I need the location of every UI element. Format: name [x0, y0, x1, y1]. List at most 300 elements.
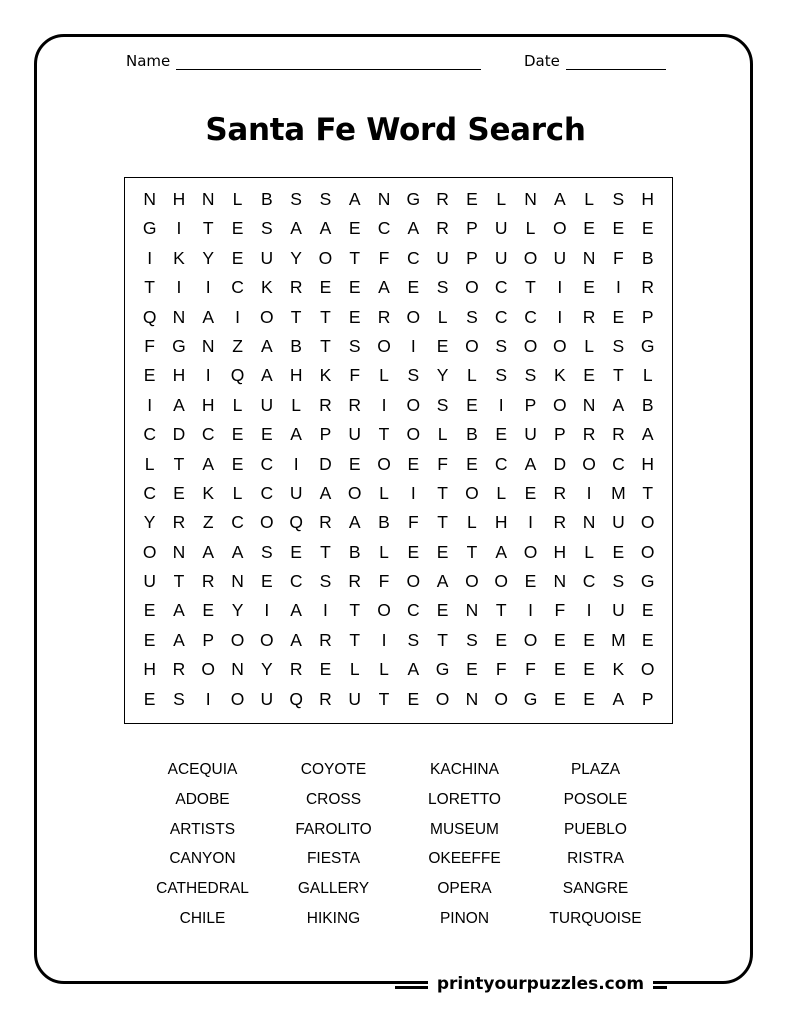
grid-letter[interactable]: S [290, 189, 302, 209]
grid-letter[interactable]: E [612, 541, 625, 562]
grid-letter[interactable]: L [379, 482, 389, 503]
grid-letter[interactable]: K [319, 365, 332, 386]
grid-letter[interactable]: S [407, 365, 420, 386]
grid-letter[interactable]: T [437, 482, 448, 503]
grid-letter[interactable]: E [436, 541, 449, 562]
grid-letter[interactable]: P [319, 424, 332, 445]
grid-letter[interactable]: I [293, 453, 299, 474]
grid-letter[interactable]: B [641, 247, 654, 268]
grid-letter[interactable]: U [260, 247, 274, 268]
grid-letter[interactable]: O [465, 277, 479, 298]
grid-letter[interactable]: C [524, 306, 537, 327]
grid-letter[interactable]: E [583, 365, 595, 386]
grid-letter[interactable]: Z [202, 512, 214, 533]
grid-letter[interactable]: U [553, 247, 567, 268]
grid-letter[interactable]: N [172, 306, 186, 327]
grid-letter[interactable]: T [202, 218, 214, 239]
grid-letter[interactable]: E [348, 306, 361, 327]
grid-letter[interactable]: K [260, 277, 273, 298]
grid-letter[interactable]: Q [289, 512, 303, 533]
name-line[interactable] [176, 57, 481, 70]
grid-letter[interactable]: B [348, 541, 361, 562]
grid-letter[interactable]: N [465, 688, 479, 709]
grid-letter[interactable]: R [612, 424, 625, 445]
grid-letter[interactable]: C [143, 482, 156, 503]
grid-letter[interactable]: L [467, 512, 477, 533]
grid-letter[interactable]: L [379, 541, 389, 562]
grid-letter[interactable]: Y [202, 247, 215, 268]
grid-letter[interactable]: A [290, 629, 302, 650]
grid-letter[interactable]: S [495, 365, 508, 386]
grid-letter[interactable]: S [612, 335, 625, 356]
grid-letter[interactable]: I [322, 600, 328, 621]
grid-letter[interactable]: E [612, 218, 625, 239]
grid-letter[interactable]: F [349, 365, 361, 386]
grid-letter[interactable]: K [612, 659, 625, 680]
grid-letter[interactable]: A [524, 453, 537, 474]
grid-letter[interactable]: A [319, 482, 332, 503]
grid-letter[interactable]: O [142, 541, 157, 562]
grid-letter[interactable]: O [201, 659, 216, 680]
grid-letter[interactable]: D [172, 424, 186, 445]
grid-letter[interactable]: L [584, 189, 594, 209]
grid-letter[interactable]: O [465, 482, 479, 503]
grid-letter[interactable]: G [406, 189, 421, 209]
grid-letter[interactable]: E [260, 571, 273, 592]
grid-letter[interactable]: R [289, 659, 303, 680]
grid-letter[interactable]: T [349, 247, 361, 268]
grid-letter[interactable]: O [523, 629, 538, 650]
grid-letter[interactable]: C [260, 453, 274, 474]
grid-letter[interactable]: O [318, 247, 333, 268]
grid-letter[interactable]: O [494, 571, 509, 592]
grid-letter[interactable]: E [524, 482, 537, 503]
grid-letter[interactable]: H [201, 394, 215, 415]
grid-letter[interactable]: O [377, 335, 391, 356]
grid-letter[interactable]: A [319, 218, 332, 239]
grid-letter[interactable]: N [524, 189, 537, 209]
grid-letter[interactable]: A [407, 659, 420, 680]
grid-letter[interactable]: O [640, 541, 655, 562]
grid-letter[interactable]: L [584, 541, 594, 562]
grid-letter[interactable]: H [289, 365, 303, 386]
grid-letter[interactable]: P [466, 218, 478, 239]
date-line[interactable] [566, 57, 666, 70]
grid-letter[interactable]: Q [142, 306, 157, 327]
grid-letter[interactable]: C [201, 424, 215, 445]
grid-letter[interactable]: M [611, 482, 626, 503]
grid-letter[interactable]: L [437, 306, 448, 327]
grid-letter[interactable]: E [641, 629, 654, 650]
grid-letter[interactable]: C [407, 600, 420, 621]
grid-letter[interactable]: N [231, 659, 244, 680]
grid-letter[interactable]: F [378, 247, 390, 268]
grid-letter[interactable]: S [436, 394, 449, 415]
grid-letter[interactable]: A [553, 189, 566, 209]
grid-letter[interactable]: A [348, 512, 361, 533]
grid-letter[interactable]: A [641, 424, 654, 445]
grid-letter[interactable]: G [435, 659, 450, 680]
grid-letter[interactable]: R [172, 512, 186, 533]
grid-letter[interactable]: O [406, 424, 421, 445]
grid-letter[interactable]: E [407, 453, 420, 474]
grid-letter[interactable]: E [260, 424, 273, 445]
grid-letter[interactable]: R [553, 482, 567, 503]
grid-letter[interactable]: H [641, 453, 655, 474]
grid-letter[interactable]: E [553, 688, 566, 709]
grid-letter[interactable]: O [377, 600, 391, 621]
grid-letter[interactable]: L [584, 335, 594, 356]
grid-letter[interactable]: R [582, 424, 596, 445]
grid-letter[interactable]: E [348, 277, 361, 298]
grid-letter[interactable]: E [553, 629, 566, 650]
grid-letter[interactable]: R [348, 571, 362, 592]
grid-letter[interactable]: C [377, 218, 391, 239]
grid-letter[interactable]: C [143, 424, 156, 445]
grid-letter[interactable]: E [231, 424, 244, 445]
grid-letter[interactable]: B [260, 189, 273, 209]
grid-letter[interactable]: N [582, 247, 596, 268]
grid-letter[interactable]: U [436, 247, 449, 268]
grid-letter[interactable]: O [377, 453, 391, 474]
grid-letter[interactable]: E [583, 659, 595, 680]
grid-letter[interactable]: L [496, 482, 507, 503]
grid-letter[interactable]: O [406, 394, 421, 415]
grid-letter[interactable]: E [612, 306, 625, 327]
grid-letter[interactable]: S [260, 541, 273, 562]
grid-letter[interactable]: H [172, 189, 186, 209]
grid-letter[interactable]: L [232, 394, 243, 415]
grid-letter[interactable]: A [202, 453, 215, 474]
grid-letter[interactable]: A [173, 629, 185, 650]
grid-letter[interactable]: R [582, 306, 596, 327]
grid-letter[interactable]: I [557, 306, 563, 327]
grid-letter[interactable]: A [173, 394, 185, 415]
grid-letter[interactable]: S [612, 189, 625, 209]
grid-letter[interactable]: N [201, 189, 215, 209]
grid-letter[interactable]: G [640, 571, 655, 592]
grid-letter[interactable]: C [494, 277, 508, 298]
grid-letter[interactable]: I [557, 277, 563, 298]
grid-letter[interactable]: I [205, 277, 211, 298]
grid-letter[interactable]: Y [436, 365, 449, 386]
grid-letter[interactable]: A [173, 600, 185, 621]
grid-letter[interactable]: K [553, 365, 566, 386]
grid-letter[interactable]: A [495, 541, 508, 562]
grid-letter[interactable]: M [611, 629, 626, 650]
grid-letter[interactable]: R [641, 277, 655, 298]
grid-letter[interactable]: E [348, 453, 361, 474]
grid-letter[interactable]: C [231, 512, 244, 533]
grid-letter[interactable]: A [612, 688, 625, 709]
grid-letter[interactable]: E [143, 688, 156, 709]
grid-letter[interactable]: R [319, 629, 332, 650]
grid-letter[interactable]: I [410, 335, 416, 356]
grid-letter[interactable]: E [641, 600, 654, 621]
grid-letter[interactable]: E [407, 688, 420, 709]
grid-letter[interactable]: A [378, 277, 390, 298]
grid-letter[interactable]: Z [232, 335, 243, 356]
grid-letter[interactable]: A [260, 365, 273, 386]
grid-letter[interactable]: S [436, 277, 449, 298]
grid-letter[interactable]: N [201, 335, 215, 356]
grid-letter[interactable]: Y [260, 659, 273, 680]
grid-letter[interactable]: E [436, 600, 449, 621]
grid-letter[interactable]: U [260, 394, 274, 415]
grid-letter[interactable]: L [291, 394, 301, 415]
grid-letter[interactable]: T [349, 600, 361, 621]
grid-letter[interactable]: I [205, 688, 211, 709]
grid-letter[interactable]: O [230, 688, 245, 709]
grid-letter[interactable]: T [144, 277, 155, 298]
grid-letter[interactable]: C [612, 453, 625, 474]
grid-letter[interactable]: E [583, 218, 595, 239]
grid-letter[interactable]: R [319, 394, 332, 415]
grid-letter[interactable]: H [494, 512, 508, 533]
grid-letter[interactable]: I [410, 482, 416, 503]
grid-letter[interactable]: E [231, 218, 244, 239]
grid-letter[interactable]: I [528, 512, 533, 533]
grid-letter[interactable]: T [613, 365, 624, 386]
grid-letter[interactable]: I [147, 247, 153, 268]
grid-letter[interactable]: N [553, 571, 567, 592]
grid-letter[interactable]: T [349, 629, 361, 650]
grid-letter[interactable]: U [494, 247, 508, 268]
grid-letter[interactable]: T [437, 629, 448, 650]
grid-letter[interactable]: C [231, 277, 244, 298]
grid-letter[interactable]: R [436, 189, 449, 209]
grid-letter[interactable]: C [582, 571, 596, 592]
grid-letter[interactable]: S [319, 571, 332, 592]
grid-letter[interactable]: R [553, 512, 567, 533]
grid-letter[interactable]: A [290, 600, 302, 621]
grid-letter[interactable]: T [466, 541, 478, 562]
grid-letter[interactable]: Y [290, 247, 302, 268]
grid-letter[interactable]: S [173, 688, 185, 709]
grid-letter[interactable]: C [494, 453, 508, 474]
grid-letter[interactable]: U [260, 688, 274, 709]
grid-letter[interactable]: S [466, 629, 478, 650]
grid-letter[interactable]: U [348, 688, 362, 709]
grid-letter[interactable]: K [202, 482, 215, 503]
grid-letter[interactable]: T [378, 688, 390, 709]
grid-letter[interactable]: A [612, 394, 625, 415]
grid-letter[interactable]: O [406, 571, 421, 592]
grid-letter[interactable]: L [232, 189, 243, 209]
grid-letter[interactable]: I [381, 394, 387, 415]
grid-letter[interactable]: E [553, 659, 566, 680]
grid-letter[interactable]: P [553, 424, 566, 445]
grid-letter[interactable]: R [201, 571, 215, 592]
grid-letter[interactable]: A [231, 541, 244, 562]
grid-letter[interactable]: N [582, 512, 596, 533]
grid-letter[interactable]: A [202, 541, 215, 562]
grid-letter[interactable]: U [524, 424, 537, 445]
grid-letter[interactable]: I [235, 306, 240, 327]
grid-letter[interactable]: E [319, 277, 332, 298]
grid-letter[interactable]: B [378, 512, 390, 533]
grid-letter[interactable]: O [260, 629, 274, 650]
grid-letter[interactable]: G [523, 688, 538, 709]
grid-letter[interactable]: H [641, 189, 655, 209]
grid-letter[interactable]: P [524, 394, 537, 415]
grid-letter[interactable]: F [613, 247, 624, 268]
grid-letter[interactable]: S [612, 571, 625, 592]
grid-letter[interactable]: O [465, 335, 479, 356]
grid-letter[interactable]: T [437, 512, 448, 533]
grid-letter[interactable]: U [348, 424, 362, 445]
grid-letter[interactable]: O [640, 512, 655, 533]
grid-letter[interactable]: E [583, 688, 595, 709]
grid-letter[interactable]: O [435, 688, 450, 709]
grid-letter[interactable]: P [466, 247, 478, 268]
grid-letter[interactable]: E [495, 629, 508, 650]
grid-letter[interactable]: R [289, 277, 303, 298]
grid-letter[interactable]: T [378, 424, 390, 445]
grid-letter[interactable]: S [260, 218, 273, 239]
grid-letter[interactable]: O [640, 659, 655, 680]
grid-letter[interactable]: E [173, 482, 185, 503]
grid-letter[interactable]: S [348, 335, 361, 356]
grid-letter[interactable]: E [231, 453, 244, 474]
grid-letter[interactable]: T [525, 277, 536, 298]
grid-letter[interactable]: A [290, 424, 302, 445]
grid-letter[interactable]: R [348, 394, 362, 415]
grid-letter[interactable]: I [205, 365, 211, 386]
grid-letter[interactable]: E [583, 629, 595, 650]
grid-letter[interactable]: E [466, 453, 478, 474]
grid-letter[interactable]: E [407, 541, 420, 562]
grid-letter[interactable]: R [319, 688, 332, 709]
grid-letter[interactable]: I [147, 394, 153, 415]
grid-letter[interactable]: B [466, 424, 478, 445]
grid-letter[interactable]: E [466, 394, 478, 415]
grid-letter[interactable]: E [231, 247, 244, 268]
grid-letter[interactable]: O [230, 629, 245, 650]
grid-letter[interactable]: G [640, 335, 655, 356]
grid-letter[interactable]: R [172, 659, 186, 680]
grid-letter[interactable]: T [173, 453, 185, 474]
grid-letter[interactable]: B [641, 394, 654, 415]
grid-letter[interactable]: P [641, 688, 654, 709]
grid-letter[interactable]: I [264, 600, 270, 621]
grid-letter[interactable]: N [172, 541, 186, 562]
grid-letter[interactable]: U [612, 512, 625, 533]
grid-letter[interactable]: A [407, 218, 420, 239]
grid-letter[interactable]: N [143, 189, 156, 209]
grid-letter[interactable]: T [495, 600, 507, 621]
grid-letter[interactable]: G [142, 218, 157, 239]
grid-letter[interactable]: L [232, 482, 243, 503]
grid-letter[interactable]: T [173, 571, 185, 592]
grid-letter[interactable]: E [641, 218, 654, 239]
grid-letter[interactable]: K [173, 247, 185, 268]
grid-letter[interactable]: Y [231, 600, 244, 621]
grid-letter[interactable]: O [552, 218, 567, 239]
grid-letter[interactable]: Q [289, 688, 303, 709]
grid-letter[interactable]: E [143, 365, 156, 386]
grid-letter[interactable]: U [612, 600, 625, 621]
grid-letter[interactable]: F [525, 659, 536, 680]
grid-letter[interactable]: L [525, 218, 536, 239]
grid-letter[interactable]: T [320, 306, 331, 327]
grid-letter[interactable]: O [552, 394, 567, 415]
grid-letter[interactable]: E [202, 600, 215, 621]
grid-letter[interactable]: O [406, 306, 421, 327]
grid-letter[interactable]: S [319, 189, 332, 209]
grid-letter[interactable]: S [407, 629, 420, 650]
grid-letter[interactable]: L [467, 365, 477, 386]
grid-letter[interactable]: C [407, 247, 420, 268]
grid-letter[interactable]: I [498, 394, 504, 415]
grid-letter[interactable]: I [176, 277, 182, 298]
grid-letter[interactable]: F [437, 453, 448, 474]
grid-letter[interactable]: D [553, 453, 567, 474]
grid-letter[interactable]: F [144, 335, 155, 356]
grid-letter[interactable]: T [290, 306, 302, 327]
grid-letter[interactable]: I [615, 277, 621, 298]
grid-letter[interactable]: I [586, 600, 592, 621]
grid-letter[interactable]: O [523, 541, 538, 562]
grid-letter[interactable]: T [320, 541, 331, 562]
grid-letter[interactable]: L [437, 424, 448, 445]
grid-letter[interactable]: E [290, 541, 302, 562]
grid-letter[interactable]: S [466, 306, 478, 327]
grid-letter[interactable]: C [494, 306, 508, 327]
grid-letter[interactable]: C [289, 571, 303, 592]
grid-letter[interactable]: E [319, 659, 332, 680]
grid-letter[interactable]: E [143, 629, 156, 650]
grid-letter[interactable]: E [348, 218, 361, 239]
grid-letter[interactable]: Q [230, 365, 245, 386]
grid-letter[interactable]: E [495, 424, 508, 445]
grid-letter[interactable]: A [260, 335, 273, 356]
grid-letter[interactable]: H [172, 365, 186, 386]
grid-letter[interactable]: F [495, 659, 507, 680]
grid-letter[interactable]: N [231, 571, 244, 592]
grid-letter[interactable]: A [436, 571, 449, 592]
grid-letter[interactable]: C [260, 482, 274, 503]
grid-letter[interactable]: O [582, 453, 596, 474]
grid-letter[interactable]: T [642, 482, 654, 503]
grid-letter[interactable]: O [523, 335, 538, 356]
grid-letter[interactable]: F [407, 512, 419, 533]
grid-letter[interactable]: O [347, 482, 362, 503]
grid-letter[interactable]: I [528, 600, 533, 621]
grid-letter[interactable]: S [524, 365, 537, 386]
grid-letter[interactable]: E [524, 571, 537, 592]
grid-letter[interactable]: F [378, 571, 390, 592]
grid-letter[interactable]: N [465, 600, 479, 621]
grid-letter[interactable]: U [143, 571, 156, 592]
grid-letter[interactable]: R [319, 512, 332, 533]
grid-letter[interactable]: B [290, 335, 302, 356]
grid-letter[interactable]: I [586, 482, 592, 503]
grid-letter[interactable]: O [552, 335, 567, 356]
grid-letter[interactable]: G [172, 335, 186, 356]
grid-letter[interactable]: H [553, 541, 567, 562]
grid-letter[interactable]: L [379, 659, 389, 680]
grid-letter[interactable]: N [582, 394, 596, 415]
grid-letter[interactable]: A [348, 189, 361, 209]
grid-letter[interactable]: I [176, 218, 182, 239]
grid-letter[interactable]: L [496, 189, 507, 209]
grid-letter[interactable]: R [436, 218, 449, 239]
grid-letter[interactable]: N [377, 189, 391, 209]
grid-letter[interactable]: T [320, 335, 331, 356]
grid-letter[interactable]: U [289, 482, 303, 503]
grid-letter[interactable]: O [260, 512, 274, 533]
